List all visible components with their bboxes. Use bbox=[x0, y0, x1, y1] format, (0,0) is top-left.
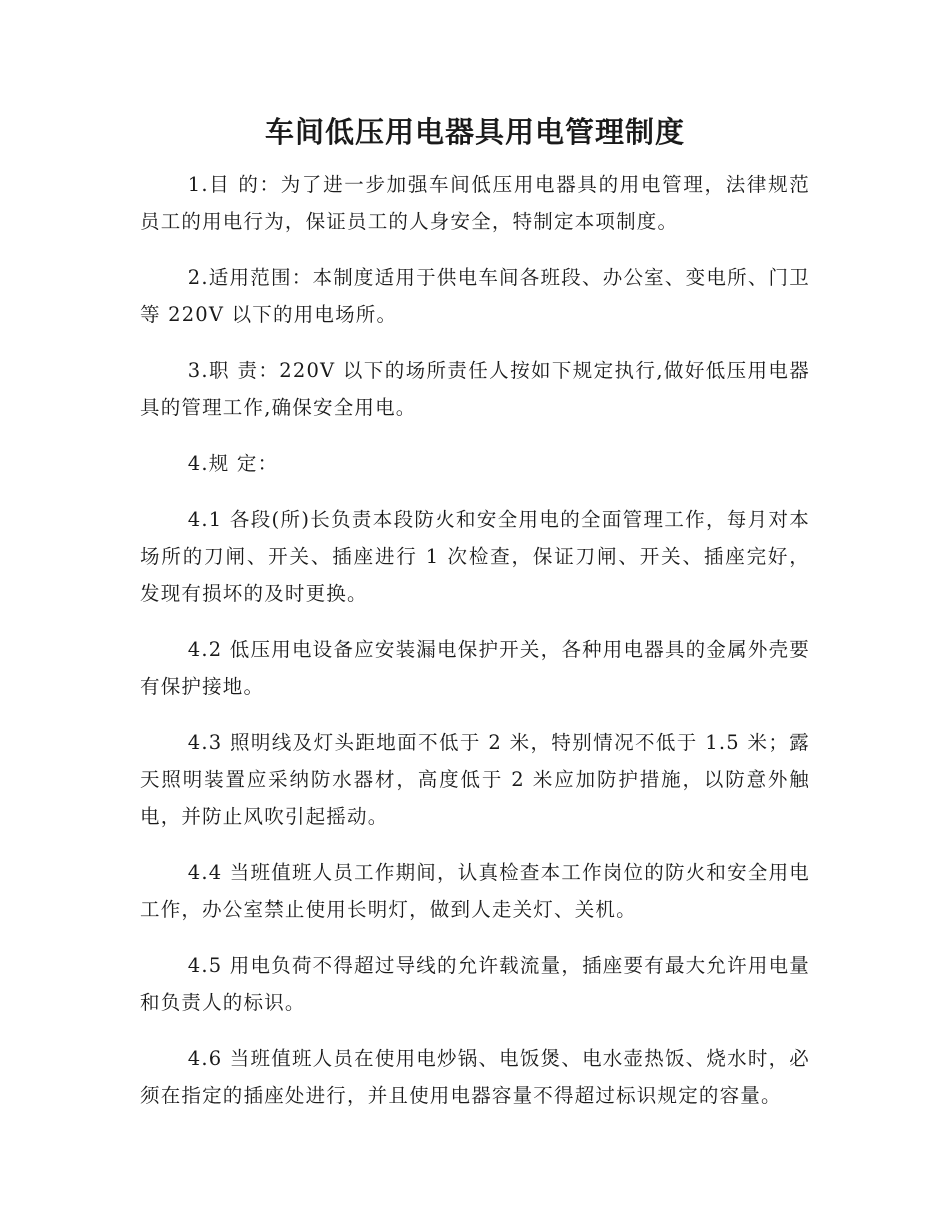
paragraph-rule-4-3: 4.3 照明线及灯头距地面不低于 2 米，特别情况不低于 1.5 米；露天照明装置应采纳防水器材，高度低于 2 米应加防护措施，以防意外触电，并防止风吹引起摇动。 bbox=[140, 731, 810, 828]
document-title: 车间低压用电器具用电管理制度 bbox=[264, 115, 685, 149]
paragraph-rule-4-5: 4.5 用电负荷不得超过导线的允许载流量，插座要有最大允许用电量和负责人的标识。 bbox=[140, 954, 810, 1014]
paragraph-rule-4-1: 4.1 各段(所)长负责本段防火和安全用电的全面管理工作，每月对本场所的刀闸、开关、插座进行 1 次检查，保证刀闸、开关、插座完好，发现有损坏的及时更换。 bbox=[140, 508, 810, 605]
paragraph-responsibility: 3.职 责：220V 以下的场所责任人按如下规定执行,做好低压用电器具的管理工作,确保安全用电。 bbox=[140, 359, 810, 419]
document-body bbox=[140, 166, 810, 1133]
paragraph-purpose: 1.目 的：为了进一步加强车间低压用电器具的用电管理，法律规范员工的用电行为，保证员工的人身安全，特制定本项制度。 bbox=[140, 173, 810, 233]
paragraph-rule-4-2: 4.2 低压用电设备应安装漏电保护开关，各种用电器具的金属外壳要有保护接地。 bbox=[140, 638, 810, 698]
paragraph-rule-4-6: 4.6 当班值班人员在使用电炒锅、电饭煲、电水壶热饭、烧水时，必须在指定的插座处进行，并且使用电器容量不得超过标识规定的容量。 bbox=[140, 1047, 810, 1107]
paragraph-regulations-heading: 4.规 定： bbox=[187, 452, 279, 475]
paragraph-scope: 2.适用范围：本制度适用于供电车间各班段、办公室、变电所、门卫等 220V 以下的用电场所。 bbox=[140, 266, 810, 326]
paragraph-rule-4-4: 4.4 当班值班人员工作期间，认真检查本工作岗位的防火和安全用电工作，办公室禁止使用长明灯，做到人走关灯、关机。 bbox=[140, 861, 810, 921]
